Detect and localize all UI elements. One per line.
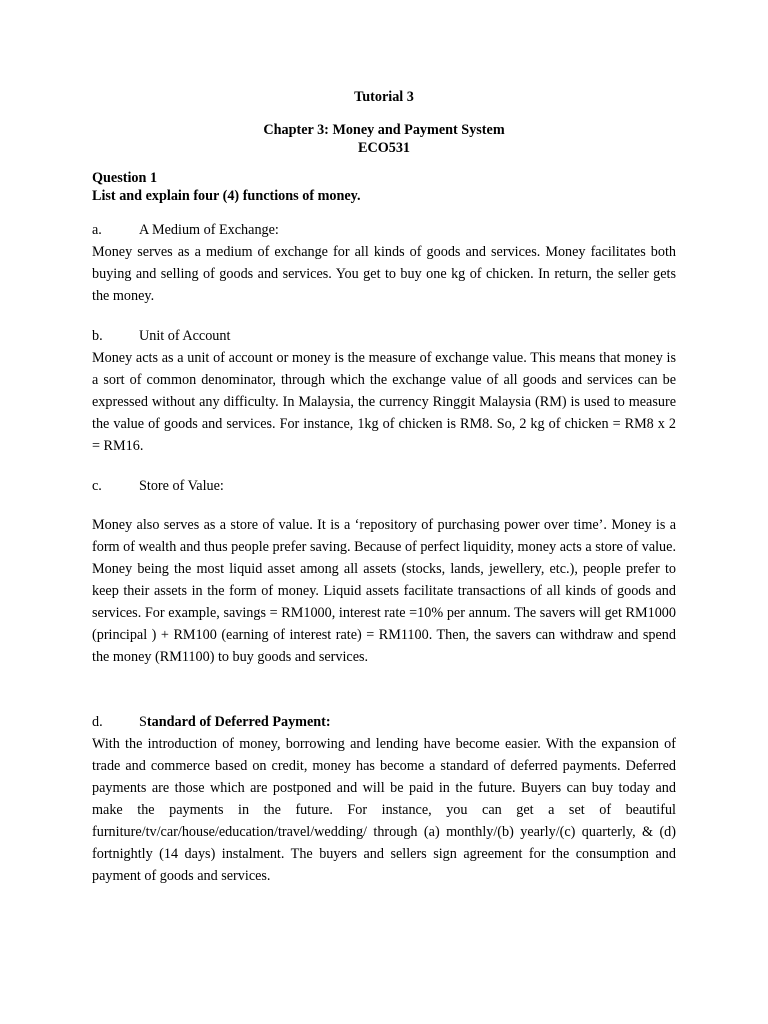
section-b-text: Money acts as a unit of account or money is the measure of exchange value. This means that money is a sort of common denominator, through which the exchange value of all goods and services can be expressed without any difficulty. In Malaysia, the currency Ringgit Malaysia (RM) is used to measure the value of goods and services. For instance, 1kg of chicken is RM8. So, 2 kg of chicken = RM8 x 2 = RM16. [92,350,676,454]
section-b-letter: b. [92,328,103,344]
section-c-letter: c. [92,478,102,494]
chapter-title: Chapter 3: Money and Payment System [263,122,505,138]
question-header [92,170,676,205]
section-a-text: Money serves as a medium of exchange for all kinds of goods and services. Money facilitates both buying and selling of goods and services. You get to buy one kg of chicken. In return, the seller gets the money. [92,244,676,304]
course-code: ECO531 [357,140,411,156]
section-d-text: With the introduction of money, borrowing and lending have become easier. With the expansion of trade and commerce based on credit, money has become a standard of deferred payments. Deferred payments are those which are postponed and will be paid in the future. Buyers can buy today and make the payments in the future. For instance, you can get a set of beautiful furniture/tv/car/house/education/travel/wedding/ through (a) monthly/(b) yearly/(c) quarterly, & (d) fortnightly (14 days) instalment. The buyers and sellers sign agreement for the consumption and payment of goods and services. [92,736,676,884]
question-number: Question 1 [92,170,158,186]
section-b-heading [92,325,676,347]
section-d-letter: d. [92,714,103,730]
section-c-title: Store of Value: [139,478,224,494]
section-d-heading [92,711,676,733]
section-a-title: A Medium of Exchange: [139,222,279,238]
tutorial-title: Tutorial 3 [354,89,414,105]
question-prompt: List and explain four (4) functions of money. [92,187,361,204]
section-a-heading [92,219,676,241]
section-d-title: tandard of Deferred Payment: [146,714,331,730]
section-d-title-initial: S [139,714,147,730]
section-a-letter: a. [92,222,102,238]
section-b-title: Unit of Account [139,328,231,344]
section-c-heading [92,475,676,497]
section-c-text: Money also serves as a store of value. It is a ‘repository of purchasing power over time’. Money is a form of wealth and thus people prefer saving. Because of perfect liquidity, money acts a store of value. Money being the most liquid asset among all assets (stocks, lands, jewellery, etc.), people prefer to keep their assets in the form of money. Liquid assets facilitate transactions of all kinds of goods and services. For example, savings = RM1000, interest rate =10% per annum. The savers will get RM1000 (principal ) + RM100 (earning of interest rate) = RM1100. Then, the savers can withdraw and spend the money (RM1100) to buy goods and services. [92,517,676,665]
